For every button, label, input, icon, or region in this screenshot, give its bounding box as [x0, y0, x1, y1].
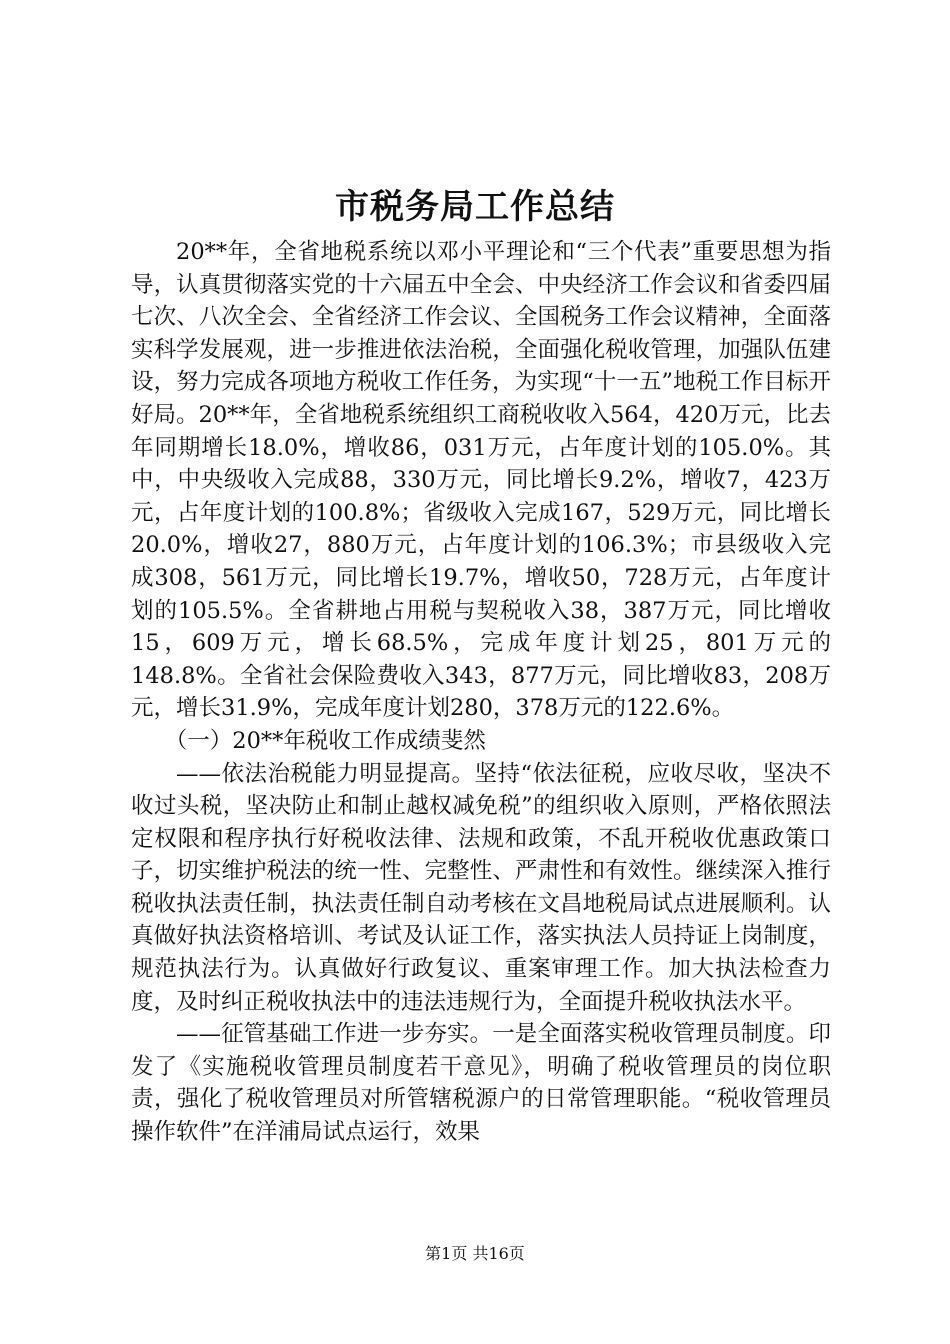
- section-heading: （一）20**年税收工作成绩斐然: [164, 727, 486, 754]
- paragraph-rule-of-law: ——依法治税能力明显提高。坚持“依法征税，应收尽收，坚决不收过头税，坚决防止和制止越权减免税”的组织收入原则，严格依照法定权限和程序执行好税收法律、法规和政策，不乱开税收优惠政策口子，切实维护税法的统一性、完整性、严肃性和有效性。继续深入推行税收执法责任制，执法责任制自动考核在文昌地税局试点进展顺利。认真做好执法资格培训、考试及认证工作，落实执法人员持证上岗制度，规范执法行为。认真做好行政复议、重案审理工作。加大执法检查力度，及时纠正税收执法中的违法违规行为，全面提升税收执法水平。: [131, 760, 831, 1015]
- page-number-footer: 第1页 共16页: [425, 1244, 525, 1263]
- document-title: 市税务局工作总结: [335, 187, 615, 227]
- paragraph-collection-management: ——征管基础工作进一步夯实。一是全面落实税收管理员制度。印发了《实施税收管理员制度若干意见》，明确了税收管理员的岗位职责，强化了税收管理员对所管辖税源户的日常管理职能。“税收管理员操作软件”在洋浦局试点运行，效果: [131, 1021, 831, 1146]
- paragraph-intro: 20**年，全省地税系统以邓小平理论和“三个代表”重要思想为指导，认真贯彻落实党的十六届五中全会、中央经济工作会议和省委四届七次、八次全会、全省经济工作会议、全国税务工作会议精神，全面落实科学发展观，进一步推进依法治税，全面强化税收管理，加强队伍建设，努力完成各项地方税收工作任务，为实现“十一五”地税工作目标开好局。20**年，全省地税系统组织工商税收收入564，420万元，比去年同期增长18.0%，增收86，031万元，占年度计划的105.0%。其中，中央级收入完成88，330万元，同比增长9.2%，增收7，423万元，占年度计划的100.8%；省级收入完成167，529万元，同比增长20.0%，增收27，880万元，占年度计划的106.3%；市县级收入完成308，561万元，同比增长19.7%，增收50，728万元，占年度计划的105.5%。全省耕地占用税与契税收入38，387万元，同比增收15，609万元，增长68.5%，完成年度计划25，801万元的148.8%。全省社会保险费收入343，877万元，同比增收83，208万元，增长31.9%，完成年度计划280，378万元的122.6%。: [131, 239, 831, 722]
- document-body: [131, 236, 831, 1149]
